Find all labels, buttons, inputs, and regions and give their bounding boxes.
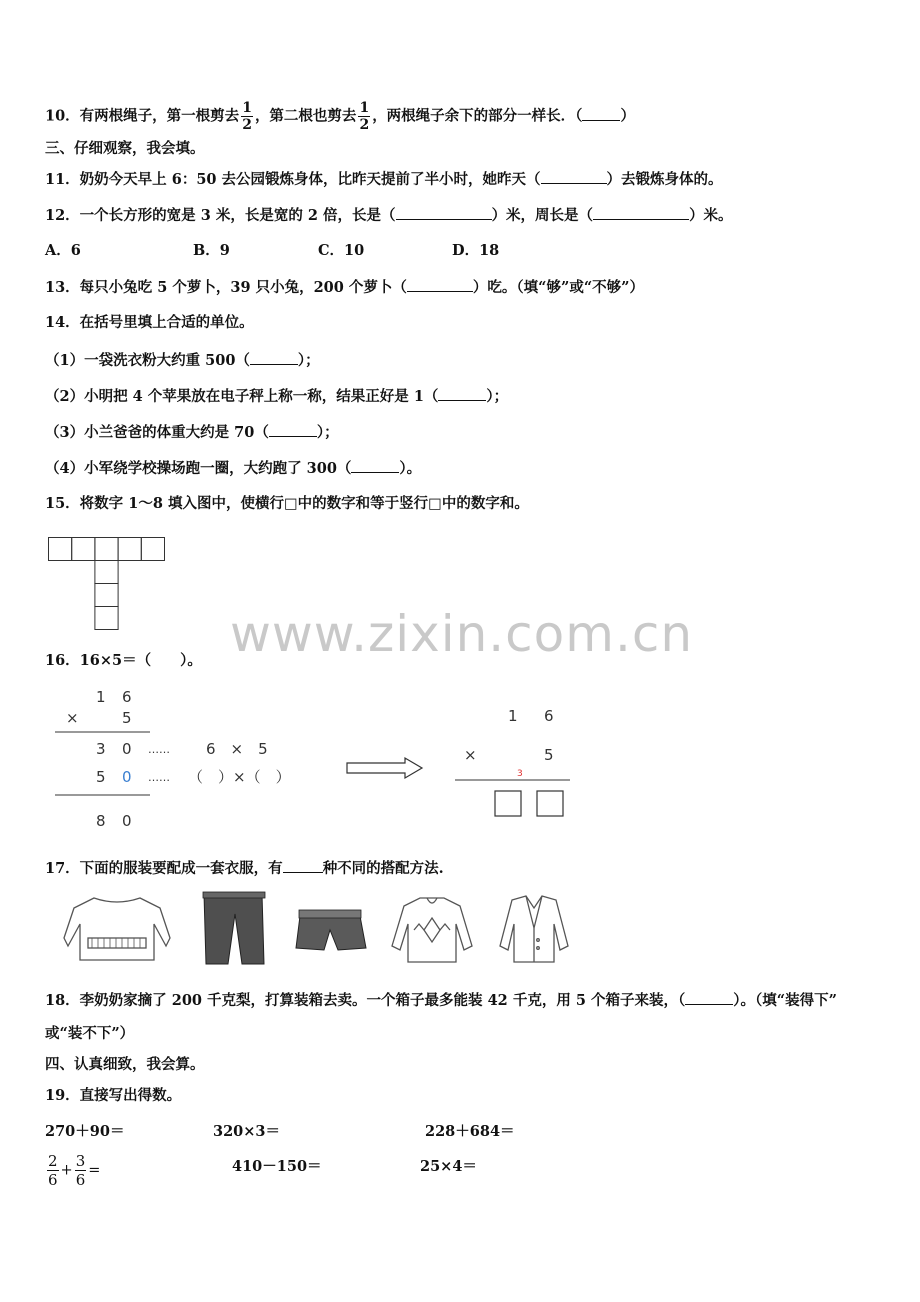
option-b[interactable]: B．9 <box>193 242 230 259</box>
arrow-right-icon <box>347 758 422 778</box>
question-12-options <box>45 241 645 261</box>
grid-cell[interactable] <box>72 538 95 561</box>
grid-cell[interactable] <box>141 538 164 561</box>
digit-zero-highlight: 0 <box>122 768 132 786</box>
question-11: 11．奶奶今天早上 6：50 去公园锻炼身体，比昨天提前了半小时，她昨天（ ）去锻炼身体的。 <box>45 171 723 188</box>
calc-item: 270＋90＝ <box>45 1123 125 1140</box>
trousers-icon <box>203 892 265 964</box>
answer-blank[interactable] <box>541 169 607 184</box>
knit-sweater-icon <box>392 898 472 962</box>
digit: 5 <box>544 746 554 764</box>
carry-digit: 3 <box>517 769 523 779</box>
question-17: 17．下面的服装要配成一套衣服，有 种不同的搭配方法. <box>45 860 444 877</box>
digit: 6 <box>544 707 554 725</box>
answer-blank[interactable] <box>582 106 620 121</box>
shorts-icon <box>296 910 366 950</box>
clothing-images <box>42 890 582 970</box>
question-13: 13．每只小兔吃 5 个萝卜，39 只小兔，200 个萝卜（ ）吃。（填“够”或“不够”） <box>45 279 645 296</box>
section-4-heading: 四、认真细致，我会算。 <box>45 1056 205 1073</box>
answer-blank[interactable] <box>250 350 298 365</box>
answer-blank[interactable] <box>407 277 473 292</box>
fraction: $\frac{1}{2}$ <box>359 100 370 133</box>
digit: 0 <box>122 812 132 830</box>
answer-blank[interactable] <box>593 205 689 220</box>
answer-box[interactable] <box>495 791 521 816</box>
calc-item: 228＋684＝ <box>425 1123 515 1140</box>
grid-cell[interactable] <box>95 607 118 630</box>
question-12: 12．一个长方形的宽是 3 米，长是宽的 2 倍，长是（ ）米，周长是（ ）米。 <box>45 207 733 224</box>
option-a[interactable]: A．6 <box>45 242 81 259</box>
answer-box[interactable] <box>537 791 563 816</box>
fraction: $\frac{1}{2}$ <box>242 100 252 133</box>
grid-cell[interactable] <box>118 538 141 561</box>
question-14-item: （2）小明把 4 个苹果放在电子秤上称一称，结果正好是 1（ ）； <box>45 388 509 405</box>
question-14-item: （3）小兰爸爸的体重大约是 70（ ）； <box>45 424 339 441</box>
calc-item: 320×3＝ <box>213 1123 281 1140</box>
jacket-icon <box>500 896 568 962</box>
question-18-cont: 或“装不下”） <box>45 1025 135 1042</box>
question-16: 16．16×5＝（ ）。 <box>45 652 202 669</box>
calc-item: 410－150＝ <box>232 1158 322 1175</box>
grid-cell[interactable] <box>95 561 118 584</box>
digit: 6 <box>122 688 132 706</box>
answer-blank[interactable] <box>269 422 317 437</box>
grid-cell[interactable] <box>95 538 118 561</box>
sweater-icon <box>64 898 170 960</box>
answer-blank[interactable] <box>438 386 486 401</box>
times-sign: × <box>464 746 477 764</box>
multiplication-figure <box>50 685 590 835</box>
partial-note: 6 × 5 <box>206 740 268 758</box>
option-d[interactable]: D．18 <box>452 242 500 259</box>
calc-item: 25×4＝ <box>420 1158 477 1175</box>
question-18: 18．李奶奶家摘了 200 千克梨，打算装箱去卖。一个箱子最多能装 42 千克，用 5 个箱子来装，（ ）。（填“装得下” <box>45 992 837 1009</box>
digit: 1 <box>508 707 518 725</box>
calc-row-2 <box>45 1152 645 1192</box>
digit: 3 <box>96 740 106 758</box>
digit: 8 <box>96 812 106 830</box>
partial-note: （ ）×（ ） <box>188 768 291 786</box>
section-3-heading: 三、仔细观察，我会填。 <box>45 140 205 157</box>
answer-blank[interactable] <box>396 205 492 220</box>
dots: …… <box>148 771 170 784</box>
grid-cell[interactable] <box>95 584 118 607</box>
question-15: 15．将数字 1～8 填入图中，使横行□中的数字和等于竖行□中的数字和。 <box>45 495 529 512</box>
digit: 5 <box>122 709 132 727</box>
grid-cell[interactable] <box>49 538 72 561</box>
question-10: 10．有两根绳子，第一根剪去 $\frac{1}{2}$ ，第二根也剪去 $\frac{1}{2}$ ，两根绳子余下的部分一样长．（ ） <box>45 100 635 133</box>
question-19: 19．直接写出得数。 <box>45 1087 182 1104</box>
digit: 5 <box>96 768 106 786</box>
question-14: 14．在括号里填上合适的单位。 <box>45 314 254 331</box>
answer-blank[interactable] <box>351 458 399 473</box>
question-14-item: （1）一袋洗衣粉大约重 500（ ）； <box>45 352 320 369</box>
fraction-sum: $\frac{2}{6}$ + $\frac{3}{6}$ = <box>48 1152 101 1189</box>
question-14-item: （4）小军绕学校操场跑一圈，大约跑了 300（ ）。 <box>45 460 422 477</box>
dots: …… <box>148 743 170 756</box>
watermark: www.zixin.com.cn <box>230 605 694 663</box>
answer-blank[interactable] <box>685 990 733 1005</box>
answer-blank[interactable] <box>283 858 323 873</box>
digit: 0 <box>122 740 132 758</box>
option-c[interactable]: C．10 <box>318 242 365 259</box>
times-sign: × <box>66 709 79 727</box>
t-shaped-grid <box>48 537 168 632</box>
calc-row-1 <box>45 1122 645 1142</box>
digit: 1 <box>96 688 106 706</box>
